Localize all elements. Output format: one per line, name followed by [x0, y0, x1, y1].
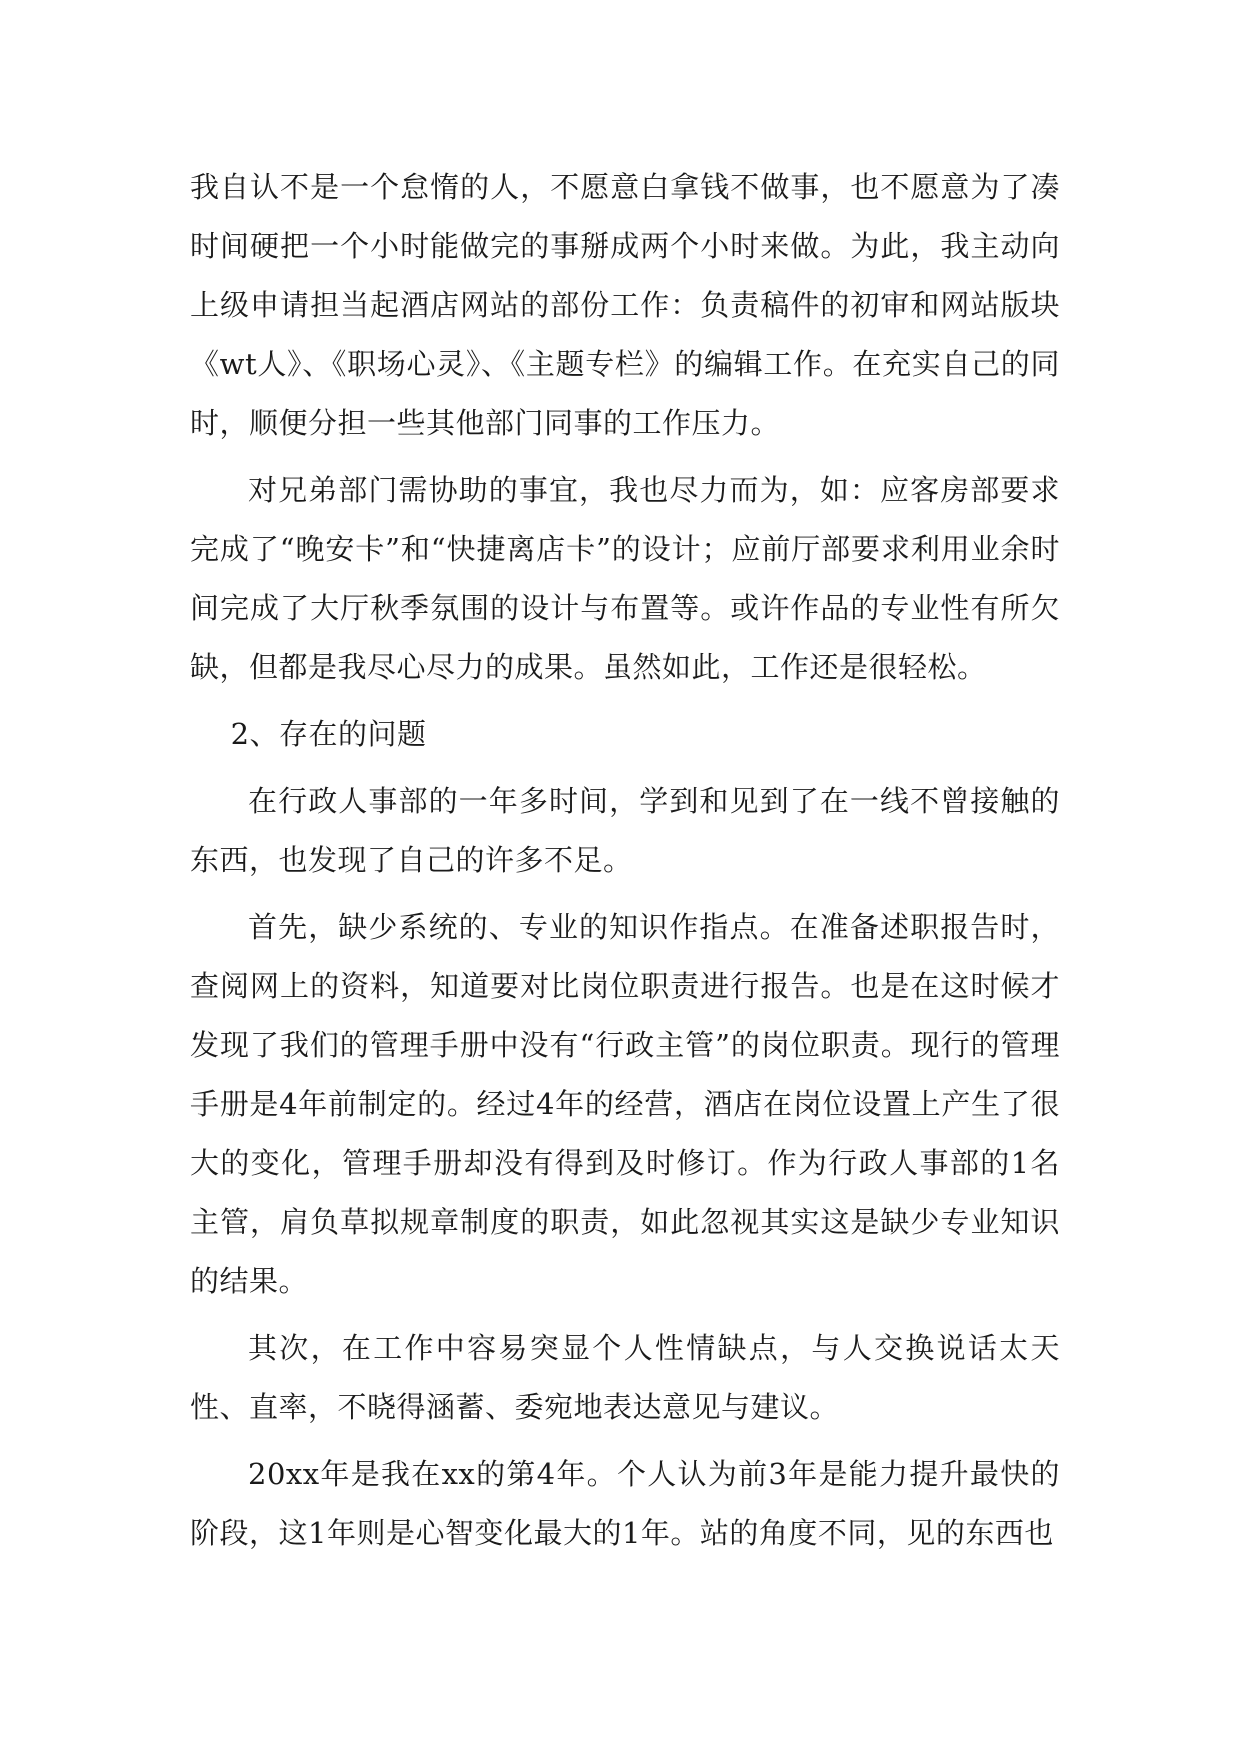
paragraph-5: 其次，在工作中容易突显个人性情缺点，与人交换说话太天性、直率，不晓得涵蓄、委宛地表达意见与建议。	[190, 1331, 1060, 1424]
paragraph-4: 首先，缺少系统的、专业的知识作指点。在准备述职报告时，查阅网上的资料，知道要对比岗位职责进行报告。也是在这时候才发现了我们的管理手册中没有“行政主管”的岗位职责。现行的管理手册是4年前制定的。经过4年的经营，酒店在岗位设置上产生了很大的变化，管理手册却没有得到及时修订。作为行政人事部的1名主管，肩负草拟规章制度的职责，如此忽视其实这是缺少专业知识的结果。	[190, 910, 1060, 1298]
section-heading: 2、存在的问题	[230, 717, 427, 751]
paragraph-3: 在行政人事部的一年多时间，学到和见到了在一线不曾接触的东西，也发现了自己的许多不足。	[190, 784, 1060, 877]
paragraph-2: 对兄弟部门需协助的事宜，我也尽力而为，如：应客房部要求完成了“晚安卡”和“快捷离店卡”的设计；应前厅部要求利用业余时间完成了大厅秋季氛围的设计与布置等。或许作品的专业性有所欠缺，但都是我尽心尽力的成果。虽然如此，工作还是很轻松。	[190, 473, 1060, 684]
paragraph-6: 20xx年是我在xx的第4年。个人认为前3年是能力提升最快的阶段，这1年则是心智变化最大的1年。站的角度不同，见的东西也	[190, 1457, 1060, 1550]
paragraph-1: 我自认不是一个怠惰的人，不愿意白拿钱不做事，也不愿意为了凑时间硬把一个小时能做完的事掰成两个小时来做。为此，我主动向上级申请担当起酒店网站的部份工作：负责稿件的初审和网站版块《wt人》、《职场心灵》、《主题专栏》的编辑工作。在充实自己的同时，顺便分担一些其他部门同事的工作压力。	[190, 170, 1060, 440]
document-body	[190, 158, 1060, 1571]
